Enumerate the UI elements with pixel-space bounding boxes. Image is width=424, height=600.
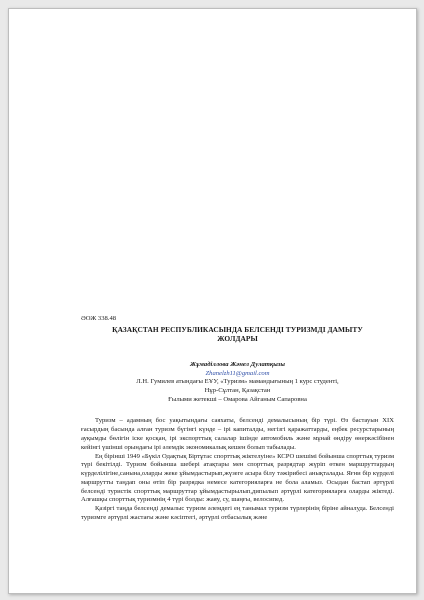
affiliation-line-2: Нұр-Сұлтан, Қазақстан bbox=[204, 387, 271, 394]
affiliation-line-1: Л.Н. Гумилев атындағы ЕҰУ, «Туризм» мамандығының 1 курс студенті, bbox=[136, 378, 339, 386]
article-title bbox=[81, 325, 394, 344]
author-name: Жұмаділлова Жәнел Дулатқызы bbox=[190, 360, 285, 368]
document-page bbox=[8, 8, 417, 594]
author-email[interactable]: Zhanelzh11@gmail.com bbox=[205, 369, 270, 377]
article-body bbox=[81, 417, 394, 522]
udc-code: ӘОЖ 338.48 bbox=[81, 315, 117, 322]
body-paragraph-1: Туризм – адамның бос уақытындағы саяхаты, белсенді демалысының бір түрі. Өз бастауын XIX ғасырдың басында алған туризм бүгінгі күнде – ірі капиталды, негізгі қаражаттарды, еңбек ресурстарының ауқымды бөлігін іске қосқан, ірі экспорттық салалар ішінде автомобиль және мұнай өндіру өнеркәсібінен кейінгі үшінші орындағы ірі әлемдік экономикалық кешен болып табылады. bbox=[81, 417, 394, 451]
title-line-2: ЖОЛДАРЫ bbox=[217, 334, 258, 344]
body-paragraph-3: Қазіргі таңда белсенді демалыс туризм әлемдегі ең танымал туризм түрлерінің біріне айналуда. Белсенді туризмге әртүрлі жастағы және кәсіптегі, әртүрлі отбасылық және bbox=[81, 505, 394, 522]
scientific-advisor: Ғылыми жетекші – Омарова Айганым Сапаровна bbox=[168, 395, 307, 403]
author-block bbox=[81, 361, 394, 405]
title-line-1: ҚАЗАҚСТАН РЕСПУБЛИКАСЫНДА БЕЛСЕНДІ ТУРИЗМДІ ДАМЫТУ bbox=[112, 324, 363, 334]
article-content bbox=[81, 315, 394, 523]
body-paragraph-2: Ең бірінші 1949 «Бүкіл Одақтық Біртұтас спорттық жіктелуіне» КСРО шешімі бойынша спорттық туризм түрі бекітілді. Туризм бойынша шебері атақтары мен спорттық разрядтар жүріп өткен маршруттардың күрделілігіне,санына,оларды жеке ұйымдастырып,жүзеге асыра білу тәжірибесі анықталады. Яғни бір күрделі маршрутты таңдап оны өтіп бір разрядка немесе категорияларға не бола аламыз. Осыдан бастап әртүрлі белсенді туристік спорттық маршруттар ұйымдастырылып,дипылып әртүрлі категорияларға оларды жіктеді. Алғашқы спорттық туризмнің 4 түрі болды: жаяу, су, шаңғы, велосипед. bbox=[81, 452, 394, 504]
